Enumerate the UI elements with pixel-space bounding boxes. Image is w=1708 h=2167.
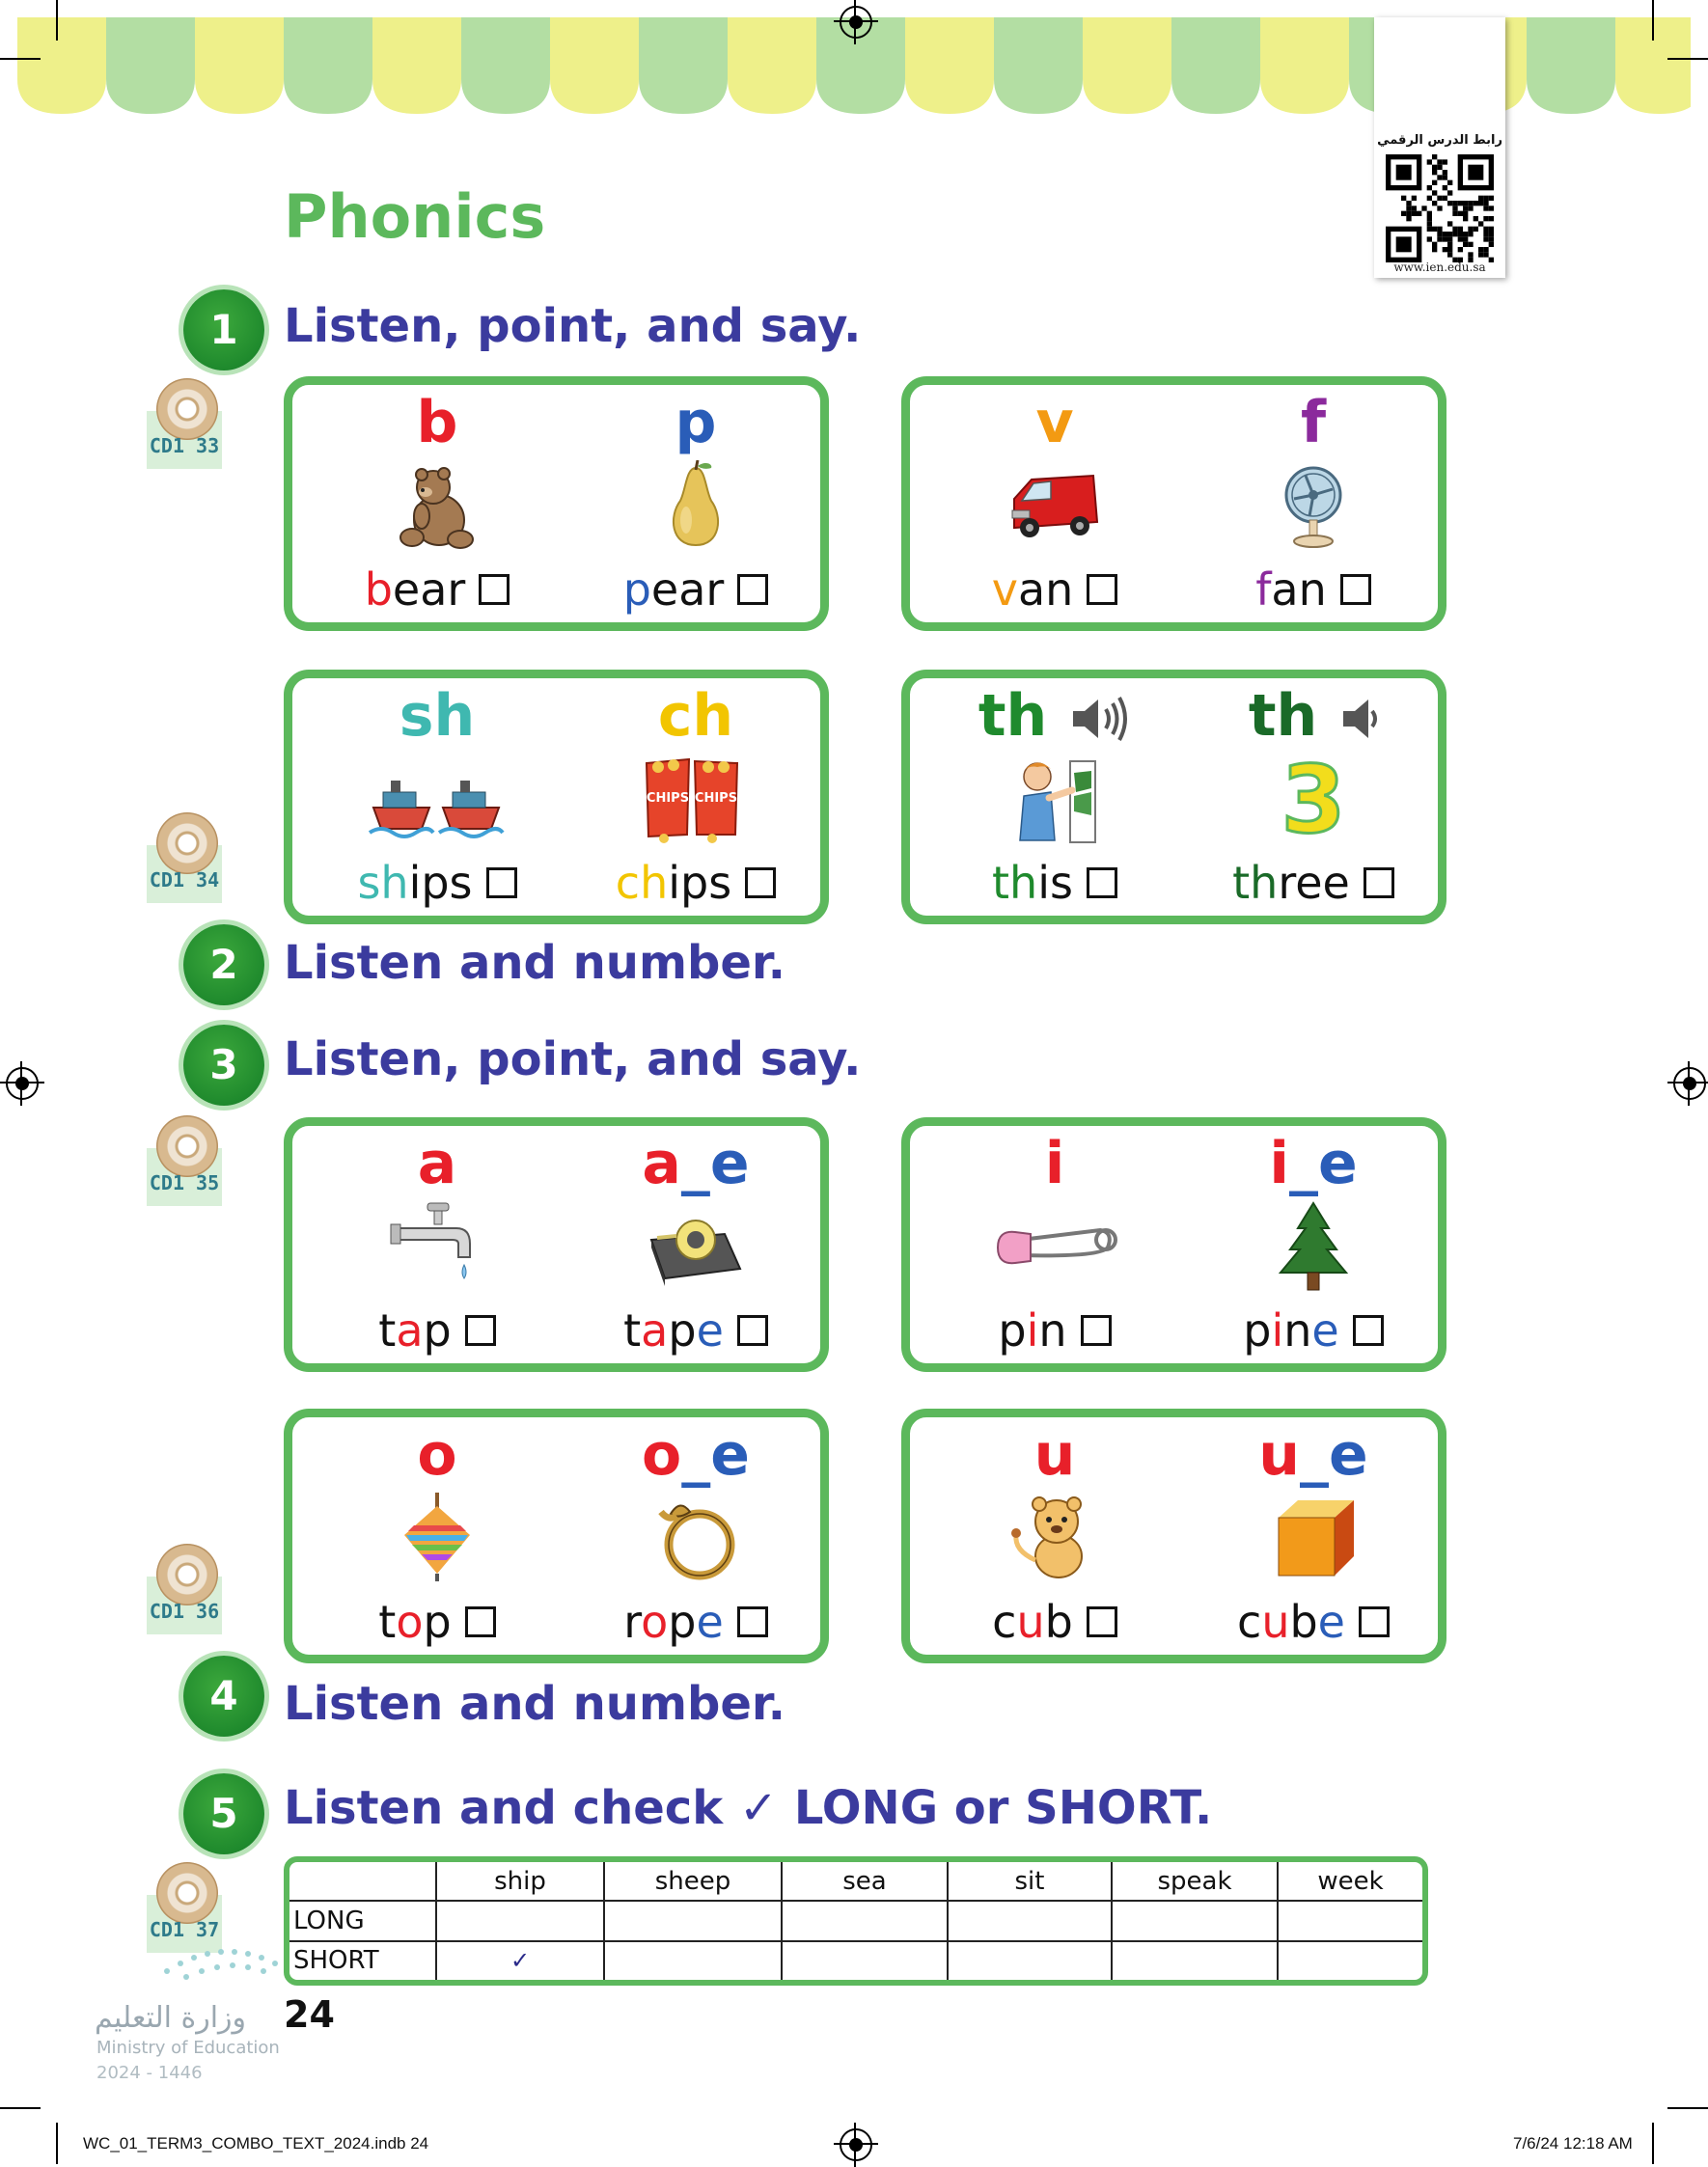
target-letter: a bbox=[417, 1130, 457, 1197]
qr-module bbox=[1437, 196, 1442, 201]
word-rope: rope bbox=[565, 1595, 826, 1649]
qr-module bbox=[1406, 201, 1411, 206]
chips-label: CHIPS bbox=[646, 791, 690, 806]
qr-module bbox=[1406, 216, 1411, 221]
word-three: three bbox=[1183, 856, 1444, 910]
safety-pin-icon bbox=[992, 1201, 1117, 1292]
phonics-item-cub bbox=[924, 1417, 1185, 1655]
qr-module bbox=[1483, 236, 1488, 241]
qr-module bbox=[1474, 201, 1478, 206]
check-cell[interactable] bbox=[782, 1901, 948, 1941]
phonics-box-a-ae bbox=[284, 1117, 829, 1372]
qr-module bbox=[1478, 201, 1483, 206]
qr-module bbox=[1458, 247, 1463, 252]
qr-module bbox=[1432, 190, 1437, 195]
check-cell[interactable] bbox=[1112, 1941, 1278, 1980]
awning-scallop bbox=[195, 17, 284, 114]
phonics-item-pear bbox=[565, 385, 826, 622]
qr-module bbox=[1406, 206, 1411, 210]
qr-code-card[interactable] bbox=[1374, 17, 1505, 278]
word-tap: tap bbox=[307, 1303, 567, 1358]
qr-module bbox=[1489, 206, 1494, 210]
crop-mark bbox=[56, 0, 58, 41]
qr-module bbox=[1478, 221, 1483, 226]
qr-module bbox=[1483, 216, 1488, 221]
ministry-year: 2024 - 1446 bbox=[96, 2063, 203, 2083]
print-slug-date: 7/6/24 12:18 AM bbox=[1513, 2134, 1633, 2153]
qr-module bbox=[1452, 206, 1457, 210]
target-letter: sh bbox=[399, 682, 476, 750]
phonics-box-v-f bbox=[901, 376, 1446, 631]
checkbox-chips[interactable] bbox=[745, 867, 776, 898]
crop-mark bbox=[1652, 0, 1654, 41]
awning-scallop bbox=[639, 17, 728, 114]
step-number-1: 1 bbox=[183, 289, 264, 370]
target-letter: f bbox=[1300, 389, 1327, 456]
qr-module bbox=[1483, 232, 1488, 236]
qr-module bbox=[1474, 227, 1478, 232]
chips-label: CHIPS bbox=[694, 791, 738, 806]
cd-icon bbox=[156, 1862, 218, 1924]
ministry-logo-arabic: وزارة التعليم bbox=[95, 2001, 247, 2035]
checkbox-pine[interactable] bbox=[1353, 1315, 1384, 1346]
target-letter: o bbox=[417, 1421, 457, 1489]
phonics-item-pine bbox=[1183, 1126, 1444, 1363]
step-2-instruction: Listen and number. bbox=[284, 936, 785, 990]
target-letter: ch bbox=[657, 682, 734, 750]
qr-code-icon[interactable] bbox=[1386, 154, 1494, 262]
qr-module bbox=[1468, 242, 1473, 247]
cd-icon bbox=[156, 1115, 218, 1177]
word-pear: pear bbox=[565, 562, 826, 617]
qr-module bbox=[1427, 196, 1432, 201]
target-letter: a_e bbox=[642, 1130, 750, 1197]
target-letter: th bbox=[924, 682, 1185, 750]
word-fan: fan bbox=[1183, 562, 1444, 617]
target-letter: o_e bbox=[642, 1421, 750, 1489]
qr-module bbox=[1396, 236, 1412, 252]
qr-module bbox=[1427, 159, 1432, 164]
row-label: LONG bbox=[289, 1901, 436, 1941]
qr-module bbox=[1427, 221, 1432, 226]
qr-module bbox=[1452, 211, 1457, 216]
print-slug-file: WC_01_TERM3_COMBO_TEXT_2024.indb 24 bbox=[83, 2134, 429, 2153]
qr-module bbox=[1483, 227, 1488, 232]
checkbox-van[interactable] bbox=[1087, 574, 1117, 605]
pear-icon bbox=[647, 460, 744, 551]
awning-scallop bbox=[550, 17, 639, 114]
word-chips: chips bbox=[565, 856, 826, 910]
qr-module bbox=[1437, 227, 1442, 232]
qr-module bbox=[1452, 232, 1457, 236]
target-letter: i bbox=[1044, 1130, 1065, 1197]
phonics-box-b-p bbox=[284, 376, 829, 631]
cd-track-37[interactable]: CD1 37 bbox=[147, 1862, 222, 1962]
cd-icon bbox=[156, 378, 218, 440]
step-number-4: 4 bbox=[183, 1656, 264, 1737]
word-van: van bbox=[924, 562, 1185, 617]
crop-mark bbox=[0, 58, 41, 60]
van-icon bbox=[992, 460, 1117, 551]
rope-icon bbox=[647, 1493, 744, 1583]
qr-module bbox=[1447, 236, 1452, 241]
registration-mark bbox=[6, 1067, 39, 1100]
phonics-item-top bbox=[307, 1417, 567, 1655]
phonics-item-bear bbox=[307, 385, 567, 622]
phonics-item-cube bbox=[1183, 1417, 1444, 1655]
chips-icon bbox=[638, 754, 750, 844]
registration-mark bbox=[840, 2128, 872, 2161]
qr-module bbox=[1458, 232, 1463, 236]
awning-scallop bbox=[1171, 17, 1260, 114]
qr-module bbox=[1458, 236, 1463, 241]
qr-module bbox=[1437, 165, 1442, 170]
checkbox-tape[interactable] bbox=[737, 1315, 768, 1346]
qr-module bbox=[1443, 247, 1447, 252]
table-corner-cell bbox=[289, 1862, 436, 1901]
qr-module bbox=[1452, 227, 1457, 232]
qr-module bbox=[1396, 165, 1412, 180]
awning-scallop bbox=[994, 17, 1083, 114]
phonics-item-this bbox=[924, 678, 1185, 916]
phonics-item-tape bbox=[565, 1126, 826, 1363]
qr-module bbox=[1468, 227, 1473, 232]
checkbox-bear[interactable] bbox=[479, 574, 510, 605]
qr-module bbox=[1458, 227, 1463, 232]
qr-module bbox=[1447, 247, 1452, 252]
qr-module bbox=[1478, 252, 1483, 257]
pine-tree-icon bbox=[1265, 1201, 1362, 1292]
qr-module bbox=[1427, 216, 1432, 221]
column-header: speak bbox=[1112, 1862, 1278, 1901]
qr-module bbox=[1432, 227, 1437, 232]
checkbox-rope[interactable] bbox=[737, 1606, 768, 1637]
registration-mark bbox=[1673, 1067, 1706, 1100]
qr-module bbox=[1489, 242, 1494, 247]
word-ships: ships bbox=[307, 856, 567, 910]
qr-module bbox=[1447, 232, 1452, 236]
soft-speaker-icon bbox=[1339, 690, 1378, 748]
target-letter: u bbox=[1033, 1421, 1076, 1489]
qr-module bbox=[1483, 201, 1488, 206]
phonics-item-pin bbox=[924, 1126, 1185, 1363]
qr-module bbox=[1447, 190, 1452, 195]
target-letter: p bbox=[675, 389, 717, 456]
awning-scallop bbox=[461, 17, 550, 114]
qr-module bbox=[1427, 227, 1432, 232]
word-pine: pine bbox=[1183, 1303, 1444, 1358]
awning-scallop bbox=[17, 17, 106, 114]
spinning-top-icon bbox=[389, 1493, 485, 1583]
phonics-box-th-th bbox=[901, 670, 1446, 924]
check-cell[interactable] bbox=[1278, 1901, 1422, 1941]
awning-scallop bbox=[1260, 17, 1349, 114]
word-cub: cub bbox=[924, 1595, 1185, 1649]
qr-module bbox=[1468, 201, 1473, 206]
boy-pointing-icon bbox=[1006, 754, 1103, 844]
step-1-instruction: Listen, point, and say. bbox=[284, 299, 862, 353]
qr-module bbox=[1468, 165, 1483, 180]
phonics-item-ships bbox=[307, 678, 567, 916]
word-pin: pin bbox=[924, 1303, 1185, 1358]
qr-module bbox=[1432, 165, 1437, 170]
long-short-table bbox=[284, 1856, 1428, 1986]
check-cell[interactable] bbox=[1112, 1901, 1278, 1941]
table-row-long bbox=[289, 1901, 1422, 1941]
check-mark-icon: ✓ bbox=[738, 1781, 779, 1835]
checkbox-this[interactable] bbox=[1087, 867, 1117, 898]
qr-module bbox=[1406, 211, 1411, 216]
qr-module bbox=[1412, 211, 1417, 216]
qr-module bbox=[1458, 201, 1463, 206]
qr-url: www.ien.edu.sa bbox=[1393, 261, 1486, 274]
qr-module bbox=[1452, 201, 1457, 206]
qr-module bbox=[1443, 159, 1447, 164]
registration-mark bbox=[840, 6, 872, 39]
phonics-box-u-ue bbox=[901, 1409, 1446, 1663]
qr-module bbox=[1478, 196, 1483, 201]
column-header: sheep bbox=[604, 1862, 782, 1901]
phonics-item-van bbox=[924, 385, 1185, 622]
qr-module bbox=[1489, 196, 1494, 201]
qr-module bbox=[1447, 180, 1452, 185]
cd-icon bbox=[156, 1544, 218, 1605]
qr-module bbox=[1437, 232, 1442, 236]
qr-module bbox=[1401, 196, 1406, 201]
check-cell[interactable] bbox=[1278, 1941, 1422, 1980]
lion-cub-icon bbox=[1006, 1493, 1103, 1583]
phonics-item-tap bbox=[307, 1126, 567, 1363]
qr-module bbox=[1458, 211, 1463, 216]
qr-module bbox=[1421, 206, 1426, 210]
qr-module bbox=[1437, 206, 1442, 210]
target-letter: u_e bbox=[1258, 1421, 1368, 1489]
qr-module bbox=[1443, 232, 1447, 236]
crop-mark bbox=[1652, 2123, 1654, 2164]
phonics-box-i-ie bbox=[901, 1117, 1446, 1372]
qr-module bbox=[1437, 236, 1442, 241]
checkbox-fan[interactable] bbox=[1340, 574, 1371, 605]
qr-module bbox=[1489, 232, 1494, 236]
number-three-icon: 3 bbox=[1281, 746, 1346, 854]
cd-track-36[interactable]: CD1 36 bbox=[147, 1544, 222, 1644]
crop-mark bbox=[0, 2107, 41, 2109]
word-top: top bbox=[307, 1595, 567, 1649]
check-cell[interactable] bbox=[604, 1941, 782, 1980]
cd-track-34[interactable]: CD1 34 bbox=[147, 812, 222, 913]
cube-icon bbox=[1265, 1493, 1362, 1583]
checkbox-pin[interactable] bbox=[1081, 1315, 1112, 1346]
ministry-logo-english: Ministry of Education bbox=[96, 2038, 280, 2058]
word-tape: tape bbox=[565, 1303, 826, 1358]
step-4-instruction: Listen and number. bbox=[284, 1677, 785, 1731]
check-cell[interactable] bbox=[782, 1941, 948, 1980]
checkbox-cube[interactable] bbox=[1359, 1606, 1390, 1637]
cd-icon bbox=[156, 812, 218, 874]
qr-module bbox=[1463, 216, 1468, 221]
qr-module bbox=[1427, 211, 1432, 216]
step-3-instruction: Listen, point, and say. bbox=[284, 1032, 862, 1086]
step-number-5: 5 bbox=[183, 1773, 264, 1854]
word-cube: cube bbox=[1183, 1595, 1444, 1649]
checkbox-pear[interactable] bbox=[737, 574, 768, 605]
qr-module bbox=[1443, 196, 1447, 201]
awning-scallop bbox=[728, 17, 816, 114]
crop-mark bbox=[56, 2123, 58, 2164]
phonics-item-three bbox=[1183, 678, 1444, 916]
qr-module bbox=[1443, 236, 1447, 241]
target-letter: b bbox=[416, 389, 458, 456]
target-letter: i_e bbox=[1269, 1130, 1358, 1197]
qr-caption: رابط الدرس الرقمي bbox=[1377, 133, 1502, 148]
qr-module bbox=[1447, 221, 1452, 226]
awning-scallop bbox=[284, 17, 372, 114]
qr-module bbox=[1443, 185, 1447, 190]
word-bear: bear bbox=[307, 562, 567, 617]
cd-track-35[interactable]: CD1 35 bbox=[147, 1115, 222, 1216]
fan-icon bbox=[1265, 460, 1362, 551]
awning-scallop bbox=[106, 17, 195, 114]
qr-module bbox=[1489, 236, 1494, 241]
loud-speaker-icon bbox=[1069, 690, 1131, 748]
row-label: SHORT bbox=[289, 1941, 436, 1980]
qr-module bbox=[1489, 216, 1494, 221]
qr-module bbox=[1432, 247, 1437, 252]
checkbox-cub[interactable] bbox=[1087, 1606, 1117, 1637]
target-letter: th bbox=[1183, 682, 1444, 750]
qr-module bbox=[1401, 211, 1406, 216]
qr-module bbox=[1474, 216, 1478, 221]
check-cell[interactable] bbox=[436, 1901, 604, 1941]
qr-module bbox=[1468, 232, 1473, 236]
phonics-item-chips bbox=[565, 678, 826, 916]
check-cell[interactable] bbox=[948, 1901, 1112, 1941]
qr-module bbox=[1417, 211, 1421, 216]
word-this: this bbox=[924, 856, 1185, 910]
qr-module bbox=[1443, 175, 1447, 179]
step-5-instruction: Listen and check ✓ LONG or SHORT. bbox=[284, 1781, 1213, 1835]
qr-module bbox=[1447, 252, 1452, 257]
qr-module bbox=[1463, 201, 1468, 206]
qr-module bbox=[1468, 206, 1473, 210]
phonics-item-fan bbox=[1183, 385, 1444, 622]
ministry-logo-dots bbox=[164, 1939, 299, 1988]
qr-module bbox=[1463, 232, 1468, 236]
qr-module bbox=[1432, 242, 1437, 247]
awning-scallop bbox=[905, 17, 994, 114]
checkbox-top[interactable] bbox=[465, 1606, 496, 1637]
qr-module bbox=[1463, 211, 1468, 216]
ships-icon bbox=[365, 754, 510, 844]
qr-module bbox=[1447, 201, 1452, 206]
crop-mark bbox=[1667, 2107, 1708, 2109]
column-header: sea bbox=[782, 1862, 948, 1901]
qr-module bbox=[1478, 247, 1483, 252]
qr-module bbox=[1463, 206, 1468, 210]
qr-module bbox=[1463, 236, 1468, 241]
check-cell[interactable] bbox=[604, 1901, 782, 1941]
qr-module bbox=[1443, 170, 1447, 175]
bear-icon bbox=[389, 460, 485, 551]
phonics-box-o-oe bbox=[284, 1409, 829, 1663]
column-header: ship bbox=[436, 1862, 604, 1901]
cd-track-33[interactable]: CD1 33 bbox=[147, 378, 222, 479]
checkbox-tap[interactable] bbox=[465, 1315, 496, 1346]
qr-module bbox=[1412, 206, 1417, 210]
page-title: Phonics bbox=[284, 181, 546, 252]
checkbox-ships[interactable] bbox=[486, 867, 517, 898]
target-letter: v bbox=[1035, 389, 1074, 456]
qr-module bbox=[1489, 227, 1494, 232]
qr-module bbox=[1432, 201, 1437, 206]
qr-module bbox=[1483, 247, 1488, 252]
qr-module bbox=[1432, 154, 1437, 159]
qr-module bbox=[1432, 180, 1437, 185]
qr-module bbox=[1483, 196, 1488, 201]
crop-mark bbox=[1667, 58, 1708, 60]
phonics-item-rope bbox=[565, 1417, 826, 1655]
awning-scallop bbox=[1083, 17, 1171, 114]
table-row-short bbox=[289, 1941, 1422, 1980]
qr-module bbox=[1427, 236, 1432, 241]
page-number: 24 bbox=[284, 1993, 335, 2036]
step-number-2: 2 bbox=[183, 924, 264, 1005]
qr-module bbox=[1437, 175, 1442, 179]
column-header: week bbox=[1278, 1862, 1422, 1901]
qr-module bbox=[1412, 196, 1417, 201]
awning-scallop bbox=[1527, 17, 1615, 114]
step-number-3: 3 bbox=[183, 1025, 264, 1106]
tape-icon bbox=[638, 1201, 754, 1292]
tap-icon bbox=[389, 1201, 485, 1292]
qr-module bbox=[1447, 242, 1452, 247]
awning-scallop bbox=[372, 17, 461, 114]
phonics-box-sh-ch bbox=[284, 670, 829, 924]
qr-module bbox=[1427, 185, 1432, 190]
qr-module bbox=[1463, 242, 1468, 247]
checkbox-three[interactable] bbox=[1364, 867, 1394, 898]
qr-module bbox=[1437, 159, 1442, 164]
check-cell[interactable]: ✓ bbox=[436, 1941, 604, 1980]
column-header: sit bbox=[948, 1862, 1112, 1901]
check-cell[interactable] bbox=[948, 1941, 1112, 1980]
table-header-row bbox=[289, 1862, 1422, 1901]
qr-module bbox=[1483, 252, 1488, 257]
qr-module bbox=[1483, 206, 1488, 210]
qr-module bbox=[1432, 170, 1437, 175]
qr-module bbox=[1468, 252, 1473, 257]
